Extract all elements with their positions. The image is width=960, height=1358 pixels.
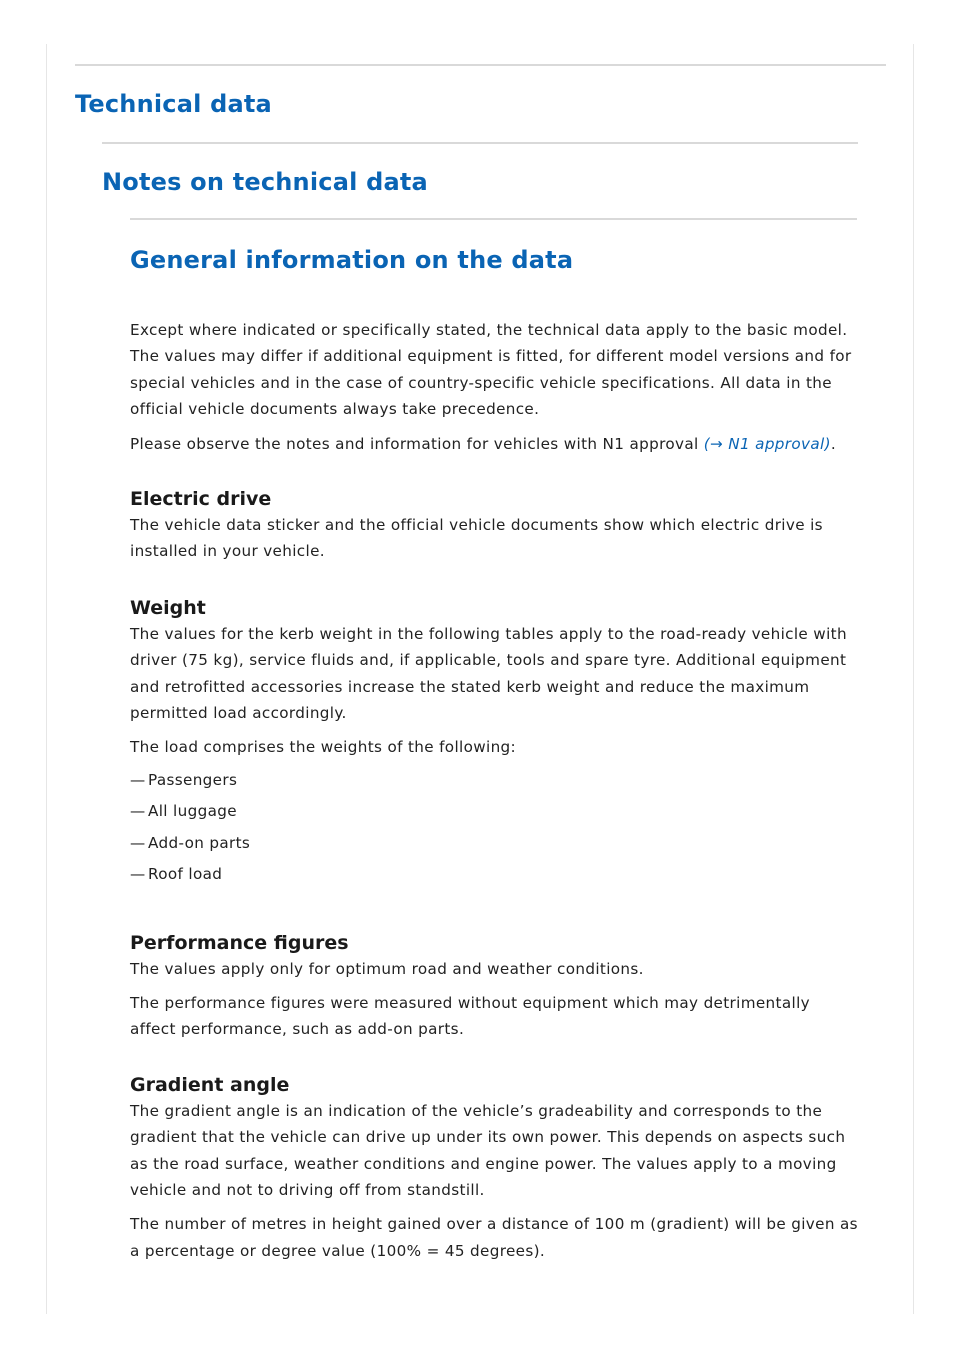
divider-section <box>102 142 858 144</box>
performance-paragraph-2: The performance figures were measured without equipment which may detrimentally affect performance, such as add-on parts. <box>130 993 810 1039</box>
gradient-paragraph-2: The number of metres in height gained over a distance of 100 m (gradient) will be given as a percentage or degree value (100% = 45 degrees). <box>130 1215 858 1260</box>
load-list <box>130 767 860 888</box>
divider-top <box>75 64 886 66</box>
weight-paragraph: The values for the kerb weight in the following tables apply to the road-ready vehicle with driver (75 kg), service fluids and, if applicable, tools and spare tyre. Additional equipment and retrofitted accessories increase the stated kerb weight and reduce the maximum permitted load accordingly. <box>130 624 847 723</box>
dash-marker: — <box>130 865 146 884</box>
list-item <box>130 861 860 887</box>
n1-note-end: . <box>830 434 837 453</box>
page-frame-left <box>46 44 47 1314</box>
list-item-label: Roof load <box>148 865 223 884</box>
weight-heading: Weight <box>130 596 206 619</box>
divider-subsection <box>130 218 857 220</box>
gradient-paragraph-1: The gradient angle is an indication of the vehicle’s gradeability and corresponds to the gradient that the vehicle can drive up under its own power. This depends on aspects such as the road surface, weather conditions and engine power. The values apply to a moving vehicle and not to driving off from standstill. <box>130 1101 846 1199</box>
n1-note-paragraph <box>130 431 860 457</box>
performance-paragraph-1: The values apply only for optimum road and weather conditions. <box>130 959 644 978</box>
page-frame-right <box>913 44 914 1314</box>
n1-approval-link[interactable]: (→ N1 approval) <box>703 434 831 453</box>
list-item-label: All luggage <box>148 802 237 821</box>
dash-marker: — <box>130 833 146 852</box>
performance-heading: Performance figures <box>130 931 349 954</box>
n1-note-text: Please observe the notes and information for vehicles with N1 approval <box>130 434 704 453</box>
dash-marker: — <box>130 802 146 821</box>
load-intro-paragraph: The load comprises the weights of the following: <box>130 738 517 757</box>
list-item-label: Add-on parts <box>148 833 251 852</box>
general-paragraph: Except where indicated or specifically stated, the technical data apply to the basic model. The values may differ if additional equipment is fitted, for different model versions and for special vehicles and in the case of country-specific vehicle specifications. All data in the official vehicle documents always take precedence. <box>130 321 852 419</box>
dash-marker: — <box>130 770 146 789</box>
gradient-heading: Gradient angle <box>130 1073 290 1096</box>
content-body <box>130 317 860 1264</box>
list-item-label: Passengers <box>148 770 238 789</box>
subsection-title: General information on the data <box>130 246 574 274</box>
list-item <box>130 767 860 793</box>
page-title: Technical data <box>75 90 272 118</box>
electric-drive-heading: Electric drive <box>130 488 272 511</box>
list-item <box>130 830 860 856</box>
section-title: Notes on technical data <box>102 168 428 196</box>
electric-drive-paragraph: The vehicle data sticker and the official vehicle documents show which electric drive is installed in your vehicle. <box>130 516 823 561</box>
list-item <box>130 798 860 824</box>
